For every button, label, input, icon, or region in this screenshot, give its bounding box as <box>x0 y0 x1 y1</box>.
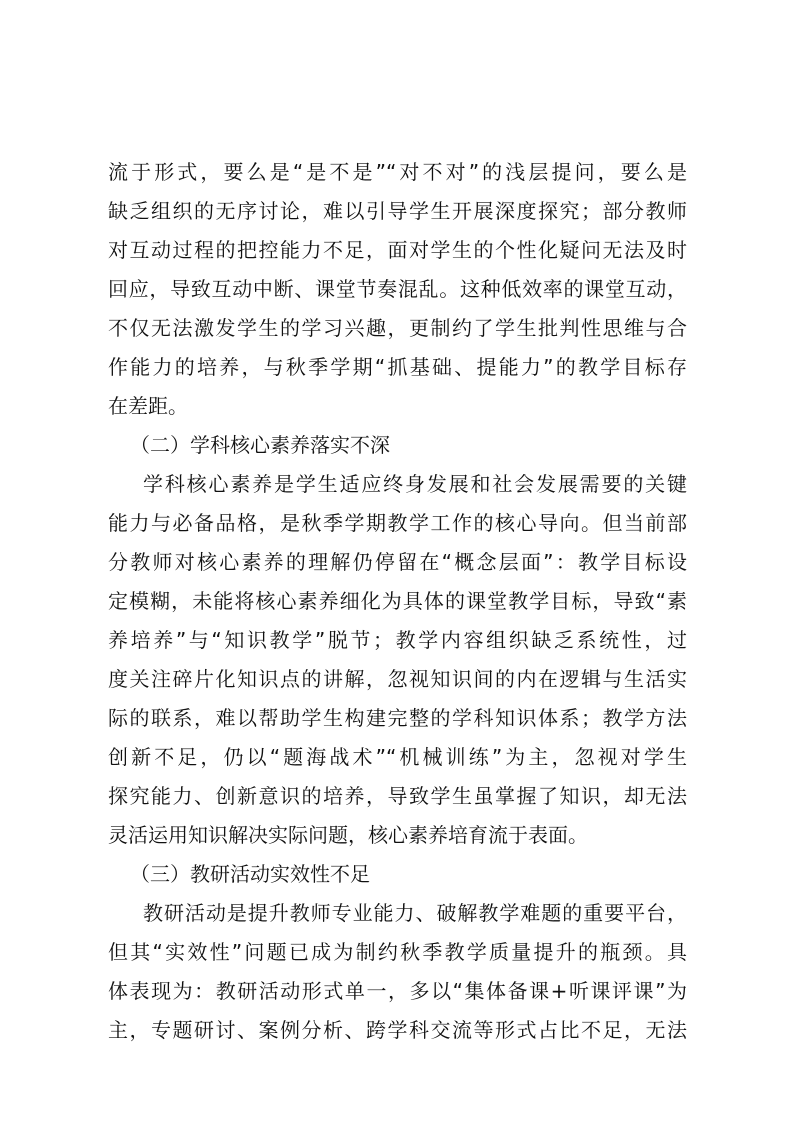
text-line: 能力与必备品格，是秋季学期教学工作的核心导向。但当前部 <box>108 511 687 535</box>
text-line: 探究能力、创新意识的培养，导致学生虽掌握了知识，却无法 <box>108 784 687 808</box>
document-page <box>108 157 687 1054</box>
text-line: 分教师对核心素养的理解仍停留在“概念层面”：教学目标设 <box>108 550 687 574</box>
text-line: 际的联系，难以帮助学生构建完整的学科知识体系；教学方法 <box>108 706 687 730</box>
text-line: 养培养”与“知识教学”脱节；教学内容组织缺乏系统性，过 <box>108 628 687 652</box>
section-heading-3: （三）教研活动实效性不足 <box>130 862 370 886</box>
text-line: 回应，导致互动中断、课堂节奏混乱。这种低效率的课堂互动， <box>108 277 687 301</box>
text-line: 不仅无法激发学生的学习兴趣，更制约了学生批判性思维与合 <box>108 316 687 340</box>
text-line: 度关注碎片化知识点的讲解，忽视知识间的内在逻辑与生活实 <box>108 667 687 691</box>
text-line: 教研活动是提升教师专业能力、破解教学难题的重要平台， <box>143 901 687 925</box>
text-line: 对互动过程的把控能力不足，面对学生的个性化疑问无法及时 <box>108 238 687 262</box>
paragraph-3 <box>108 898 687 1054</box>
paragraph-1 <box>108 157 687 430</box>
text-line: 主，专题研讨、案例分析、跨学科交流等形式占比不足，无法 <box>108 1018 687 1042</box>
text-line: 在差距。 <box>108 394 188 418</box>
paragraph-2 <box>108 469 687 859</box>
text-line: 流于形式，要么是“是不是”“对不对”的浅层提问，要么是 <box>108 160 687 184</box>
text-line: 创新不足，仍以“题海战术”“机械训练”为主，忽视对学生 <box>108 745 687 769</box>
text-line: 但其“实效性”问题已成为制约秋季教学质量提升的瓶颈。具 <box>108 940 687 964</box>
text-line: 缺乏组织的无序讨论，难以引导学生开展深度探究；部分教师 <box>108 199 687 223</box>
text-line: 学科核心素养是学生适应终身发展和社会发展需要的关键 <box>143 472 687 496</box>
text-line: 体表现为：教研活动形式单一，多以“集体备课+听课评课”为 <box>108 979 687 1003</box>
text-line: 定模糊，未能将核心素养细化为具体的课堂教学目标，导致“素 <box>108 589 687 613</box>
text-line: 作能力的培养，与秋季学期“抓基础、提能力”的教学目标存 <box>108 355 687 379</box>
section-heading-2: （二）学科核心素养落实不深 <box>130 433 390 457</box>
text-line: 灵活运用知识解决实际问题，核心素养培育流于表面。 <box>108 823 588 847</box>
